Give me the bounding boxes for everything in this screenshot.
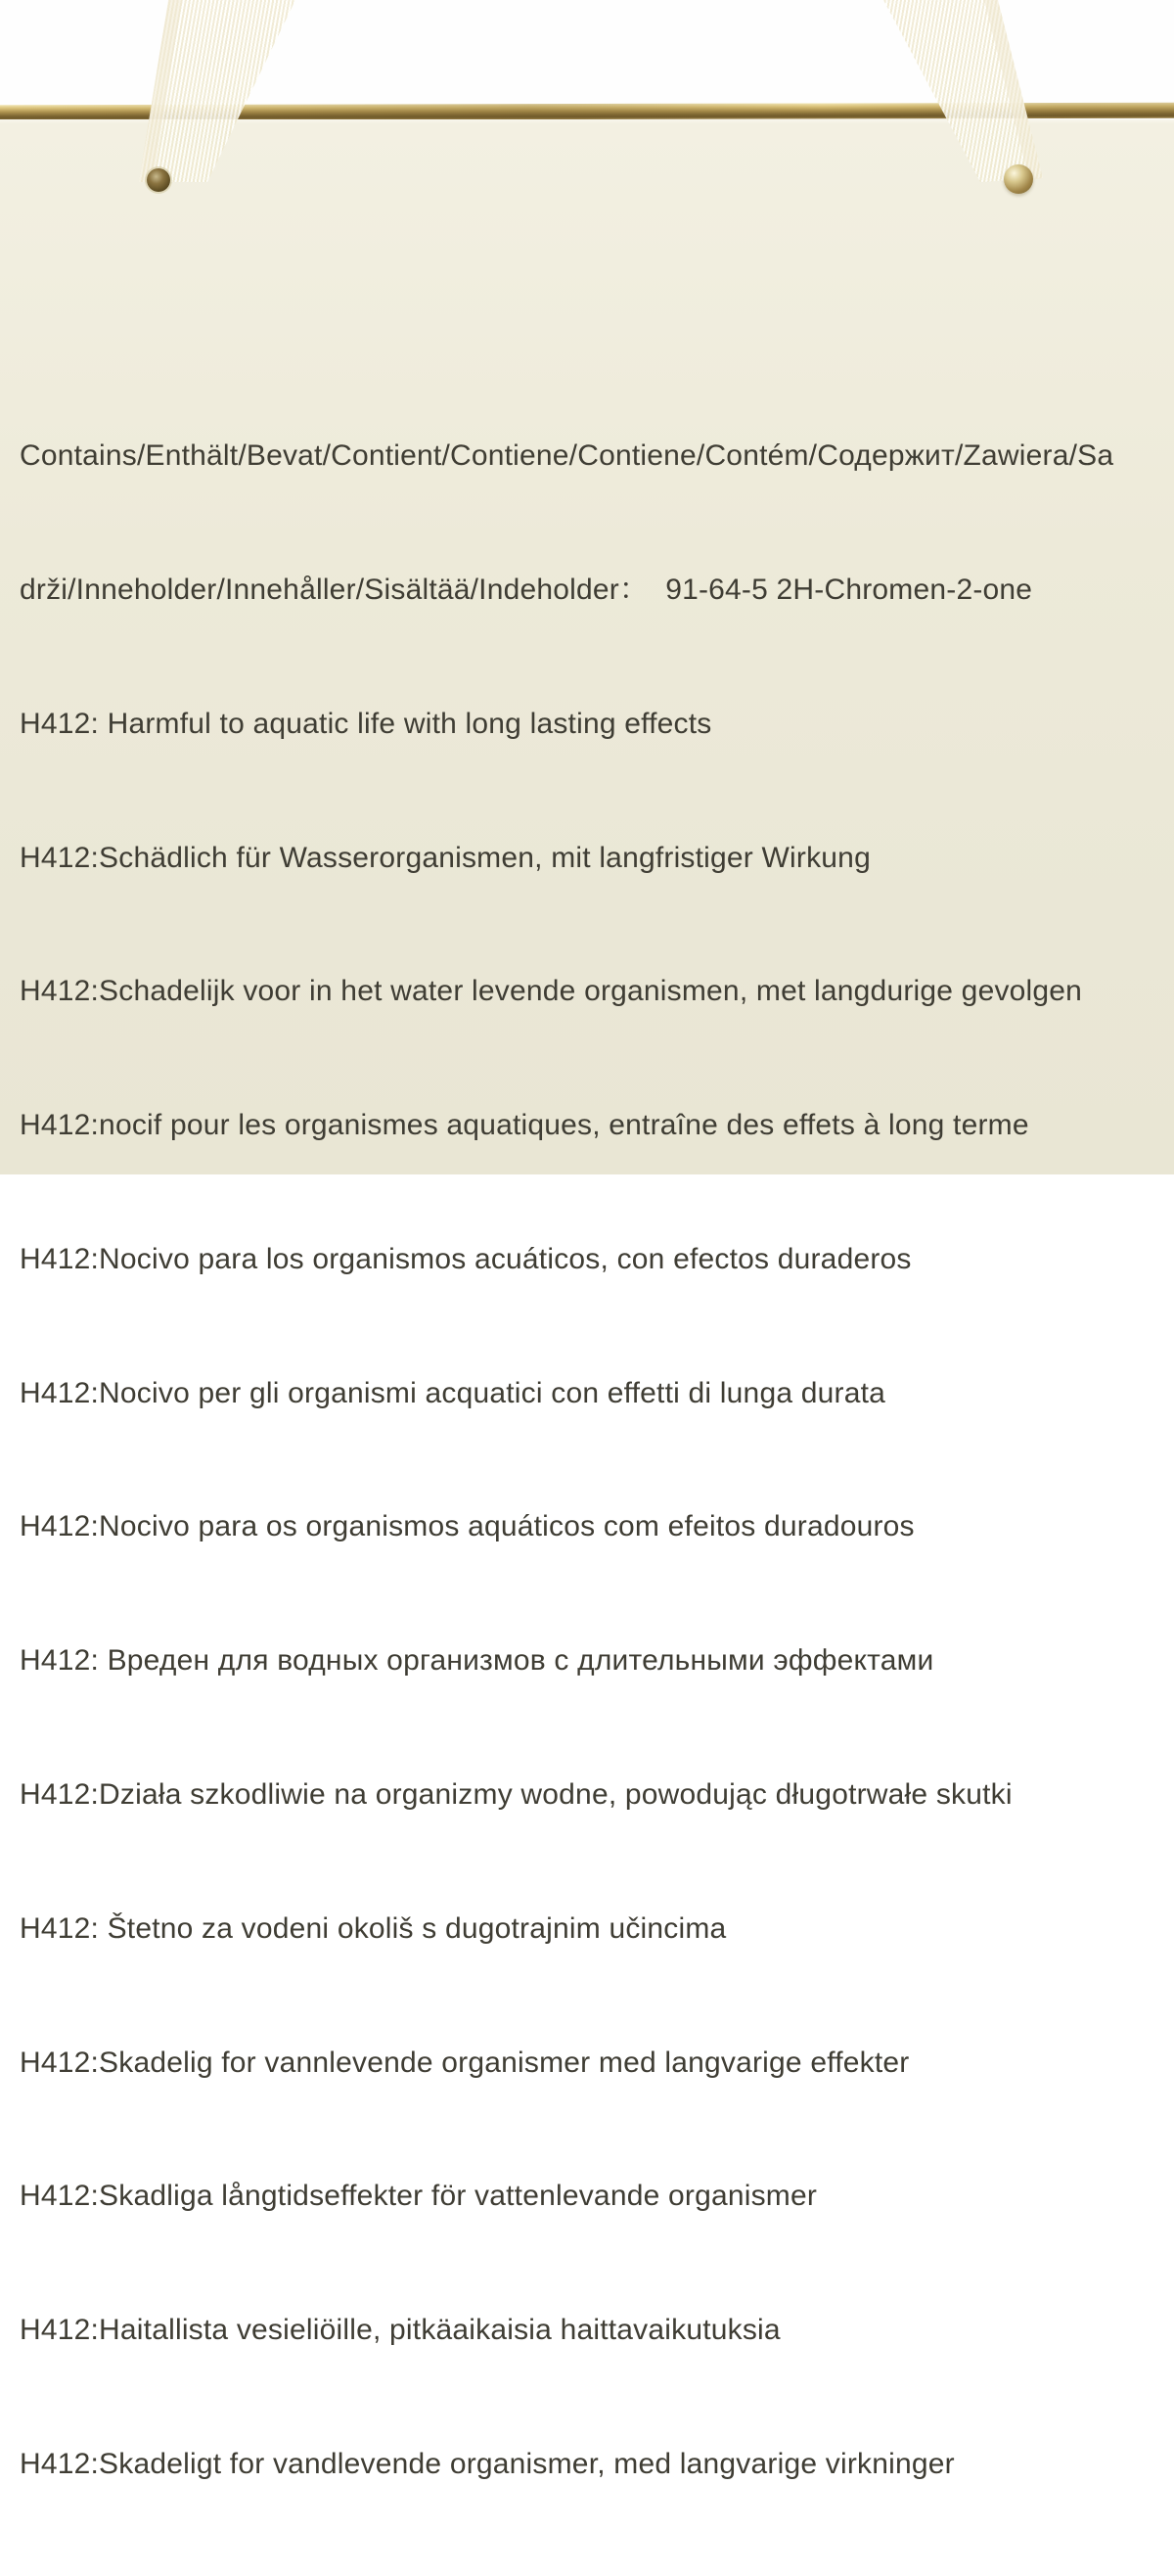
label-line-h412-es: H412:Nocivo para los organismos acuáticos, con efectos duraderos: [20, 1242, 912, 1275]
label-line-h412-pl: H412:Działa szkodliwie na organizmy wodne, powodując długotrwałe skutki: [20, 1778, 1013, 1811]
label-line-h412-da: H412:Skadeligt for vandlevende organismer, med langvarige virkninger: [20, 2447, 955, 2480]
hazard-statement-block: [20, 345, 1164, 2576]
label-line-h412-sv: H412:Skadliga långtidseffekter för vattenlevande organismer: [20, 2180, 818, 2213]
label-line-h412-fr: H412:nocif pour les organismes aquatiques, entraîne des effets à long terme: [20, 1109, 1029, 1142]
label-line-h412-nl: H412:Schadelijk voor in het water levende organismen, met langdurige gevolgen: [20, 975, 1083, 1008]
left-grommet-hole: [147, 168, 170, 192]
label-line-h412-pt: H412:Nocivo para os organismos aquáticos com efeitos duradouros: [20, 1510, 915, 1543]
label-line-h412-fi: H412:Haitallista vesieliöille, pitkäaikaisia haittavaikutuksia: [20, 2314, 781, 2347]
label-line-h412-ru: H412: Вреден для водных организмов с длительными эффектами: [20, 1644, 934, 1678]
label-line-h412-de: H412:Schädlich für Wasserorganismen, mit langfristiger Wirkung: [20, 841, 871, 874]
bag-gold-trim: [0, 103, 1174, 121]
right-ribbon-knot-bead: [1004, 164, 1033, 194]
label-line-contains-2: drži/Inneholder/Innehåller/Sisältää/Indeholder： 91-64-5 2H-Chromen-2-one: [20, 573, 1033, 606]
label-line-h412-hr: H412: Štetno za vodeni okoliš s dugotrajnim učincima: [20, 1911, 727, 1945]
label-line-h412-it: H412:Nocivo per gli organismi acquatici con effetti di lunga durata: [20, 1376, 886, 1409]
photo-background: [0, 0, 1174, 105]
label-line-h412-en: H412: Harmful to aquatic life with long lasting effects: [20, 707, 712, 740]
label-line-h412-no: H412:Skadelig for vannlevende organismer med langvarige effekter: [20, 2046, 910, 2079]
label-line-contains: Contains/Enthält/Bevat/Contient/Contiene/Contiene/Contém/Содержит/Zawiera/Sa: [20, 439, 1114, 473]
